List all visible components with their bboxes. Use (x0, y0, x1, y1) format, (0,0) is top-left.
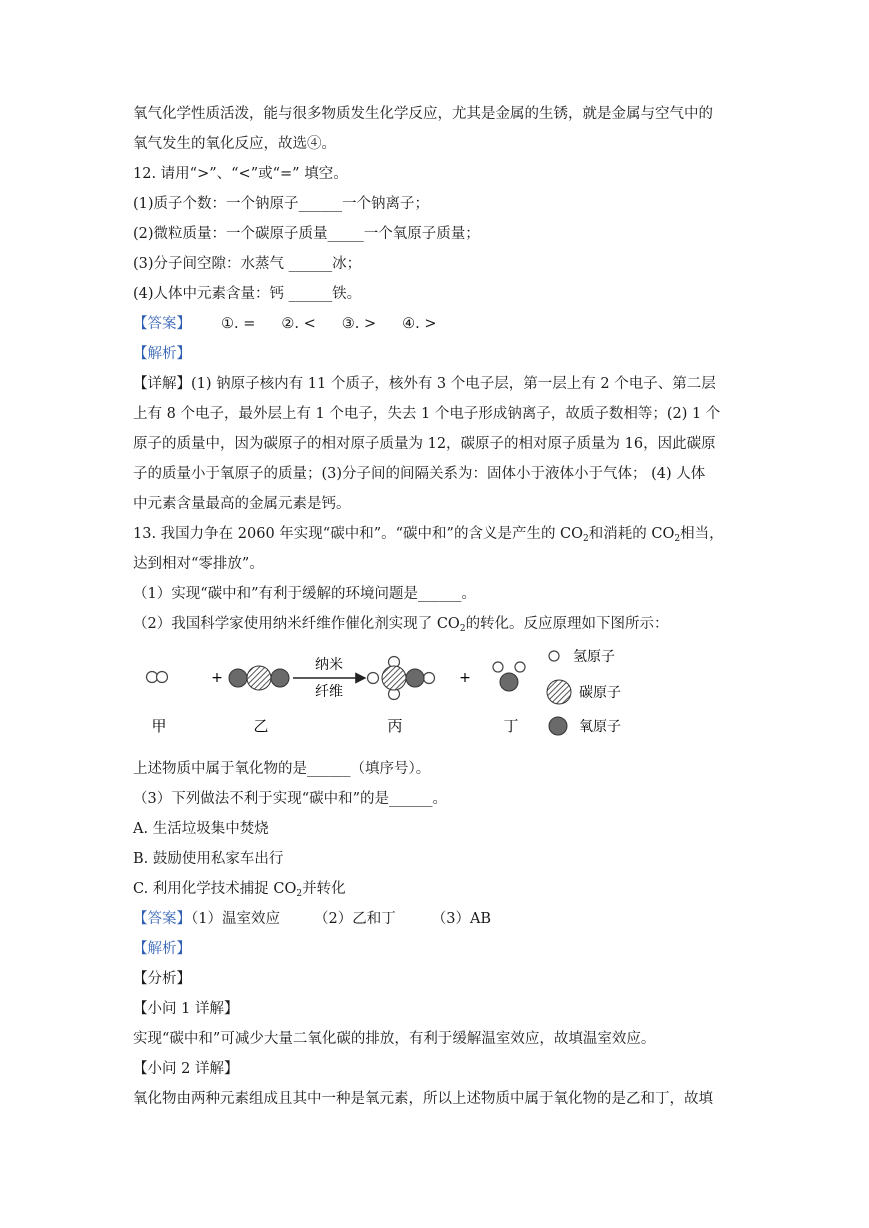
q13-sub-1: （1）实现“碳中和”有利于缓解的环境问题是______。 (133, 586, 477, 602)
q12-item-3: (3)分子间空隙：水蒸气 ______冰； (133, 256, 362, 272)
q12-detail-2: 上有 8 个电子，最外层上有 1 个电子，失去 1 个电子形成钠离子，故质子数相等；(2) 1 个 (133, 406, 721, 422)
q13-small-1-text: 实现“碳中和”可减少大量二氧化碳的排放，有利于缓解温室效应，故填温室效应。 (133, 1031, 656, 1047)
q12-answer-3: ③. > (341, 316, 377, 332)
q13-answer-2: （2）乙和丁 (313, 911, 396, 927)
q13-small-2-label: 【小问 2 详解】 (133, 1061, 239, 1077)
label-jia: 甲 (151, 717, 167, 735)
label-yi: 乙 (253, 717, 269, 735)
q12-detail-1: 【详解】(1) 钠原子核内有 11 个质子，核外有 3 个电子层，第一层上有 2 个电子、第二层 (133, 376, 716, 392)
q12-detail-5: 中元素含量最高的金属元素是钙。 (133, 496, 351, 512)
plus-sign: + (459, 670, 471, 686)
label-bing: 丙 (387, 717, 403, 735)
molecule-h2 (147, 672, 168, 683)
q13-option-c: C. 利用化学技术捕捉 $CO_2$并转化 (133, 881, 346, 899)
hydrogen-legend-icon (549, 651, 559, 661)
q13-option-a: A. 生活垃圾集中焚烧 (133, 821, 269, 837)
legend (547, 649, 621, 735)
q12-stem: 12. 请用“>”、“<”或“=” 填空。 (133, 166, 348, 182)
intro-line-1: 氧气化学性质活泼，能与很多物质发生化学反应，尤其是金属的生锈，就是金属与空气中的 (133, 106, 713, 122)
q13-answer-1: （1）温室效应 (191, 911, 280, 927)
q13-option-b: B. 鼓励使用私家车出行 (133, 851, 284, 867)
q13-small-1-label: 【小问 1 详解】 (133, 1001, 239, 1017)
label-ding: 丁 (503, 717, 519, 735)
q13-analysis-label: 【解析】 (133, 941, 191, 957)
oxygen-legend-icon (549, 717, 567, 735)
q13-small-2-text: 氧化物由两种元素组成且其中一种是氧元素，所以上述物质中属于氧化物的是乙和丁，故填 (133, 1091, 713, 1107)
plus-sign: + (211, 670, 223, 686)
answer-label: 【答案】 (133, 911, 191, 927)
legend-oxygen: 氧原子 (579, 719, 621, 735)
q12-item-2: (2)微粒质量：一个碳原子质量_____一个氧原子质量； (133, 226, 480, 242)
q13-answer-row (133, 909, 491, 929)
q13-sub-3: （3）下列做法不利于实现“碳中和”的是______。 (133, 791, 448, 807)
molecule-co2 (229, 666, 289, 690)
q13-sub-2: （2）我国科学家使用纳米纤维作催化剂实现了 $CO_2$的转化。反应原理如下图所示： (133, 616, 669, 634)
q12-item-1: (1)质子个数：一个钠原子______一个钠离子； (133, 196, 430, 212)
q13-stem: 13. 我国力争在 2060 年实现“碳中和”。“碳中和”的含义是产生的 $CO_2$和消耗的 $CO_2$相当， (133, 526, 724, 544)
legend-hydrogen: 氢原子 (573, 649, 615, 665)
answer-label: 【答案】 (133, 316, 191, 332)
catalyst-top: 纳米 (315, 657, 343, 673)
molecule-water (493, 662, 525, 691)
q12-answer-2: ②. < (281, 316, 316, 332)
q12-answer-1: ①. = (221, 316, 256, 332)
molecule-methanol (368, 657, 435, 700)
q12-detail-4: 子的质量小于氧原子的质量；(3)分子间的间隔关系为：固体小于液体小于气体； (4) 人体 (133, 466, 706, 482)
q13-answer-3: （3）AB (431, 911, 492, 927)
q13-sub-2-tail: 上述物质中属于氧化物的是______（填序号）。 (133, 761, 431, 777)
q12-answer-4: ④. > (402, 316, 437, 332)
q12-item-4: (4)人体中元素含量：钙 ______铁。 (133, 286, 362, 302)
q12-answer-row (133, 314, 437, 334)
q13-stem-line-2: 达到相对“零排放”。 (133, 556, 264, 572)
intro-line-2: 氧气发生的氧化反应，故选④。 (133, 136, 336, 152)
carbon-legend-icon (547, 680, 571, 704)
q12-detail-3: 原子的质量中，因为碳原子的相对原子质量为 12，碳原子的相对原子质量为 16，因此碳原 (133, 436, 716, 452)
q12-analysis-label: 【解析】 (133, 346, 191, 362)
reaction-diagram (133, 640, 653, 750)
q13-fenxi-label: 【分析】 (133, 971, 191, 987)
legend-carbon: 碳原子 (579, 685, 621, 701)
catalyst-bottom: 纤维 (315, 684, 343, 700)
